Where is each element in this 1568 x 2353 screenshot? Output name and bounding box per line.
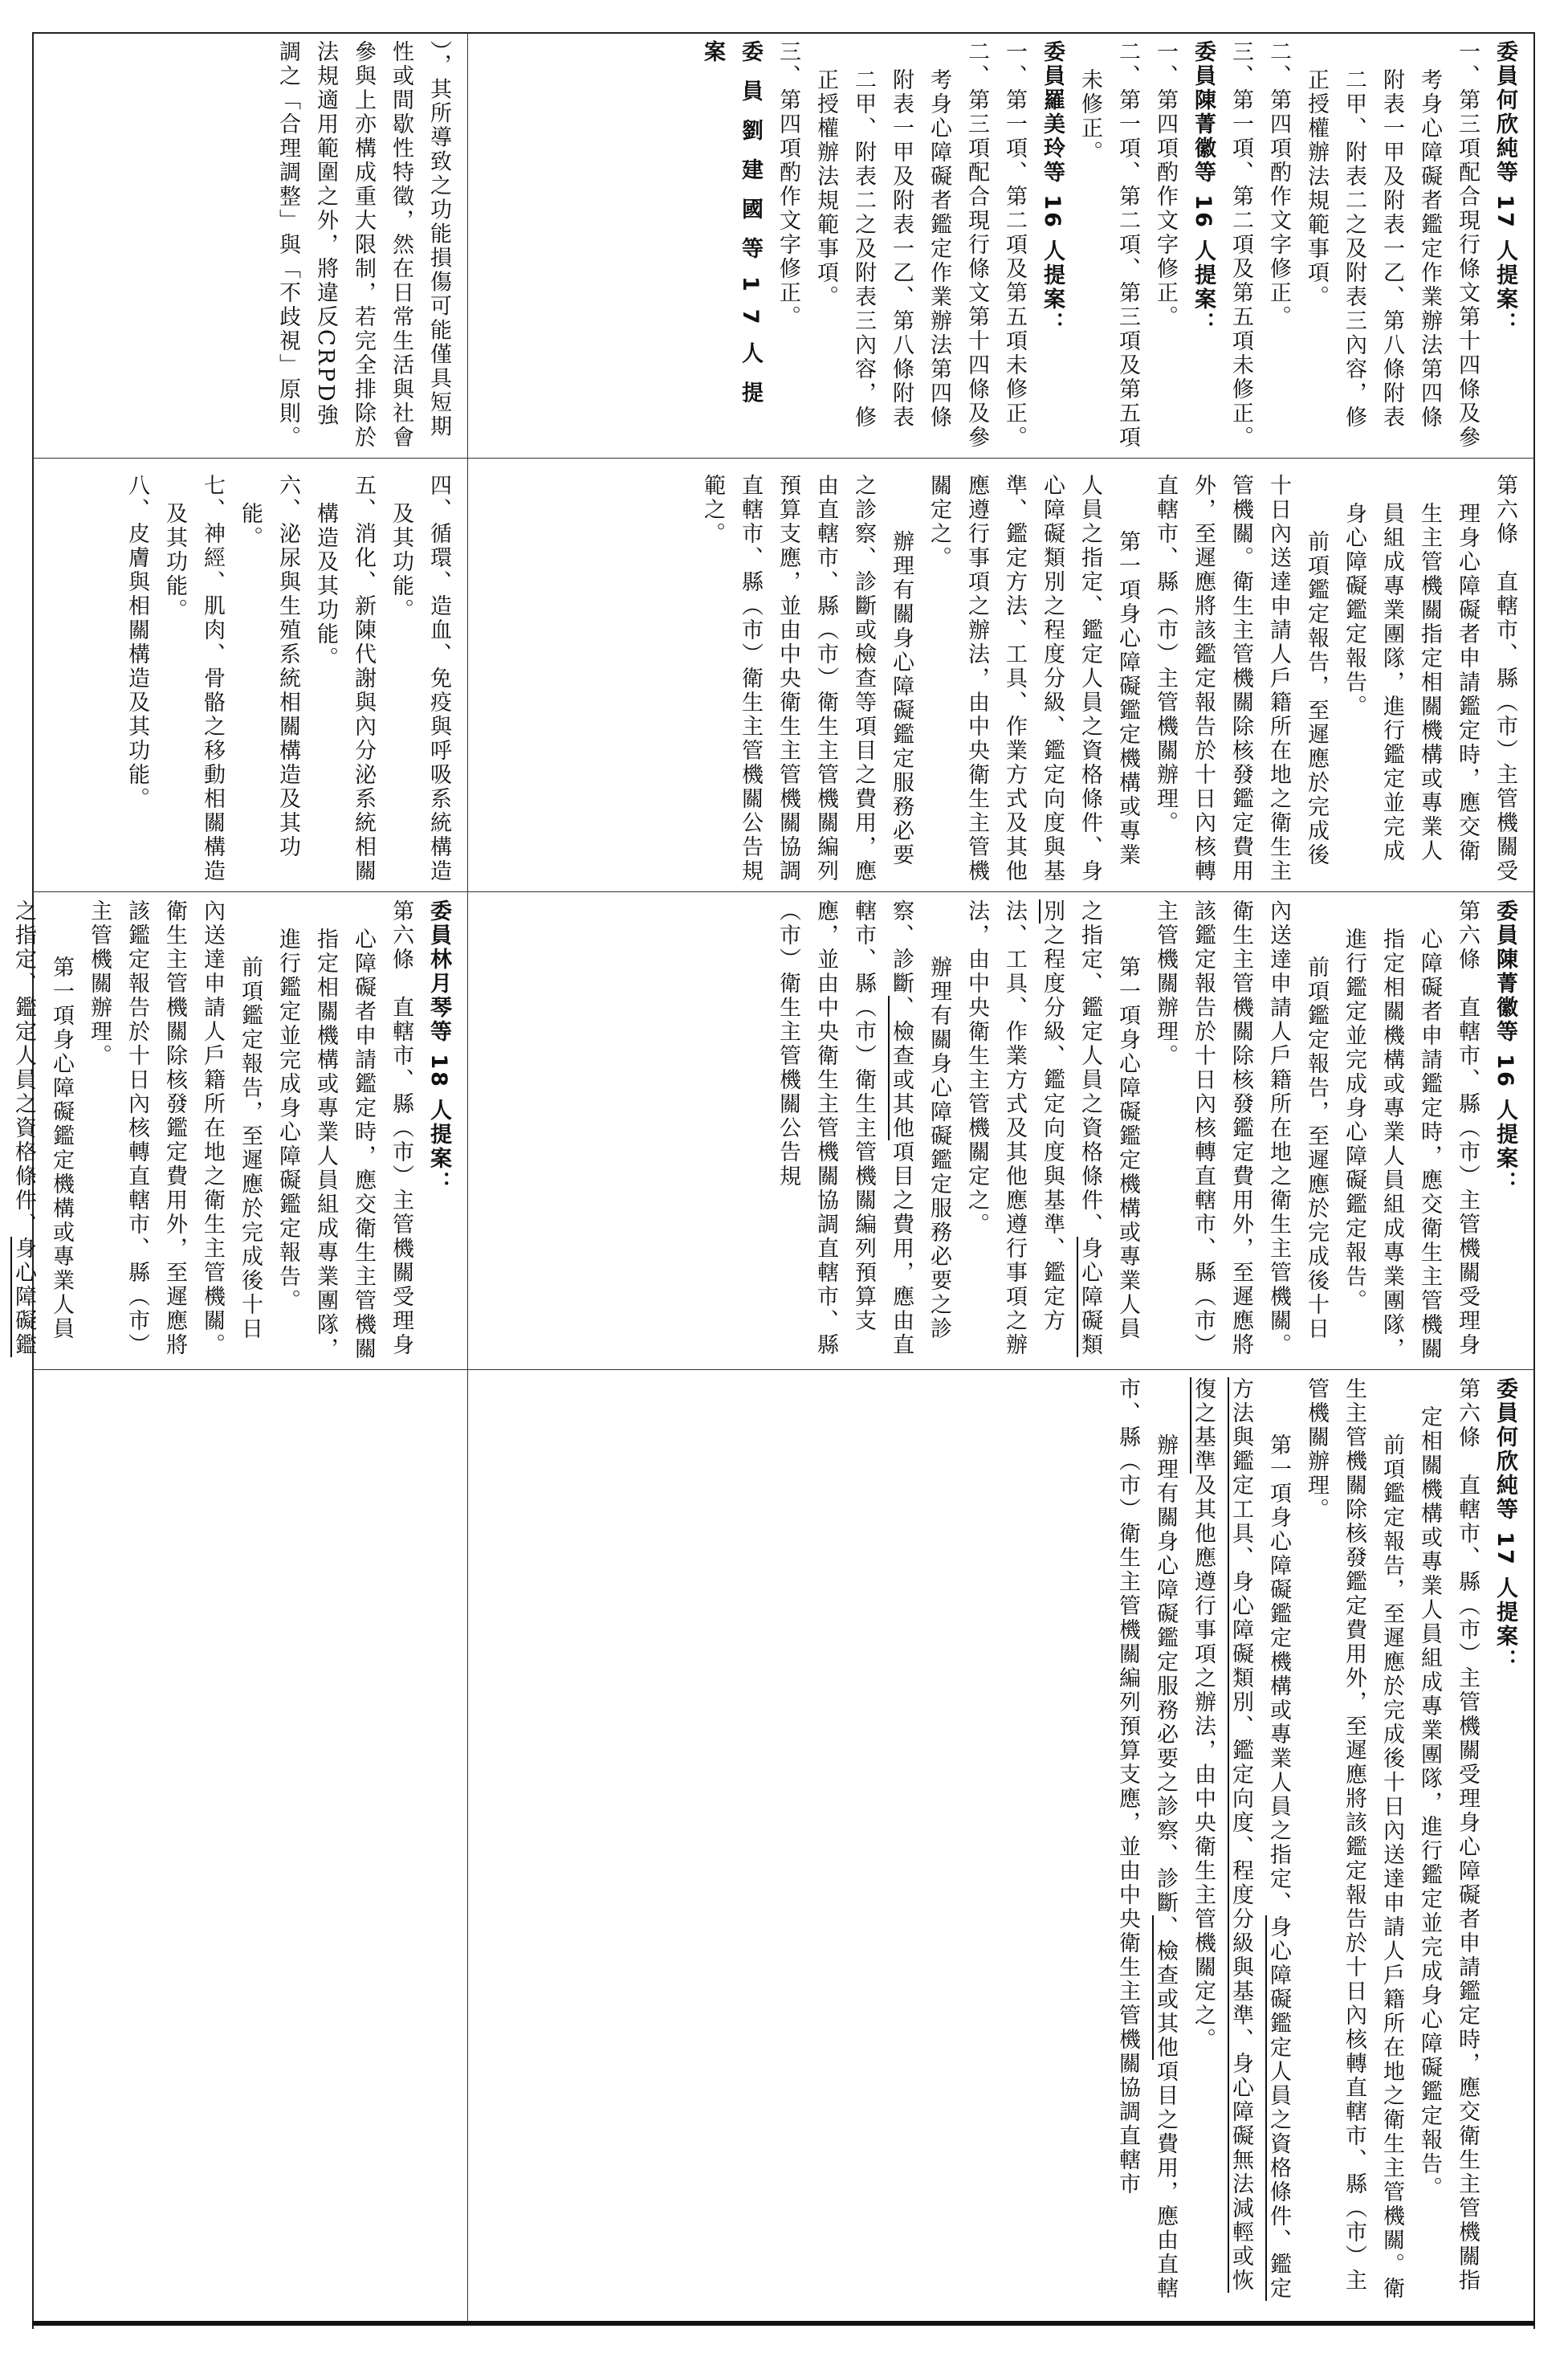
paragraph: [1184, 1377, 1297, 2313]
paragraph: [958, 899, 1146, 1365]
top-right-cell: [482, 40, 1524, 450]
top-left-cell: [48, 40, 458, 450]
list-item: 一、第一項、第二項及第五項未修正。: [1002, 40, 1027, 450]
paragraph: 前項鑑定報告，至遲應於完成後十日內送達申請人戶籍所在地之衛生主管機關。衛生主管機關除核發鑑定費用外，至遲應將該鑑定報告於十日內核轉直轄市、縣（市）主管機關辦理。: [87, 899, 263, 1357]
lower-left-empty-cell: [48, 1377, 458, 2313]
paragraph: 前項鑑定報告，至遲應於完成後十日內送達申請人戶籍所在地之衛生主管機關。衛生主管機關除核發鑑定費用外，至遲應將該鑑定報告於十日內核轉直轄市、縣（市）主管機關辦理。: [1153, 474, 1329, 883]
text-run: 之程度分級、鑑定向度與基準、鑑定方法、工具、作業方式及其他應遵行事項之辦法，由中央衛生主管機關定之。: [964, 899, 1065, 1357]
paragraph: ），其所導致之功能損傷可能僅具短期性或間歇性特徵，然在日常生活與社會參與上亦構成重大限制，若完全排除於法規適用範圍之外，將違反CRPD強調之「合理調整」與「不歧視」原則。: [275, 40, 451, 450]
lower-right-cell: [482, 1377, 1524, 2313]
list-item: 八、皮膚與相關構造及其功能。: [124, 474, 149, 811]
article-text: 第六條 直轄市、縣（市）主管機關受理身心障礙者申請鑑定時，應交衛生主管機關指定相關機構或專業人員組成專業團隊，進行鑑定並完成身心障礙鑑定報告。: [1342, 474, 1517, 883]
row-divider: [32, 458, 1535, 459]
list-item: 四、循環、造血、免疫與呼吸系統構造及其功能。: [389, 474, 451, 883]
paragraph: [0, 899, 80, 1365]
list-item: 一、第三項配合現行條文第十四條及參考身心障礙者鑑定作業辦法第四條附表一甲及附表一乙、第八條附表二甲、附表二之及附表三內容，修正授權辦法規範事項。: [1304, 40, 1480, 450]
list-item: 六、泌尿與生殖系統相關構造及其功能。: [238, 474, 300, 859]
list-item: 二、第一項、第二項、第三項及第五項未修正。: [1077, 40, 1140, 450]
text-run: 第一項身心障礙鑑定機構或專業人員之指定、鑑定人員之資格條件、: [1077, 899, 1140, 1342]
underlined-amendment: 身心障礙類別: [1040, 899, 1102, 1357]
bottom-left-cell: [11, 899, 458, 1365]
underlined-amendment: 、檢查或其他: [1153, 1915, 1178, 2061]
proposal-heading: 委員陳菁徽等 16 人提案：: [1493, 899, 1517, 1196]
middle-left-cell: [48, 474, 458, 883]
table-bottom-rule: [32, 2321, 1535, 2326]
underlined-amendment: 身心障礙鑑: [11, 1237, 36, 1357]
paragraph: 前項鑑定報告，至遲應於完成後十日內送達申請人戶籍所在地之衛生主管機關。衛生主管機關除核發鑑定費用外，至遲應將該鑑定報告於十日內核轉直轄市、縣（市）主管機關辦理。: [1304, 1377, 1404, 2302]
proposal-heading: 委員何欣純等 17 人提案：: [1493, 1377, 1517, 1674]
proposal-heading: 委員陳菁徽等 16 人提案：: [1191, 40, 1216, 336]
proposal-heading: 委員羅美玲等 16 人提案：: [1040, 40, 1065, 336]
underlined-amendment: 、檢查或其他: [889, 996, 914, 1140]
text-run: 及其他應遵行事項之辦法，由中央衛生主管機關定之。: [1191, 1474, 1216, 2052]
bottom-right-cell: [482, 899, 1524, 1365]
text-run: 辦理有關身心障礙鑑定服務必要之診察、診斷: [889, 899, 951, 1342]
text-run: 項目之費用，應由直轄市、縣（市）衛生主管機關編列預算支應，並由中央衛生主管機關協調直轄市、縣（市）衛生主管機關公告規: [776, 899, 914, 1357]
text-run: 第一項身心障礙鑑定機構或專業人員之指定、鑑定人員之資格條件、: [11, 899, 74, 1342]
text-run: 項目之費用，應由直轄市、縣（市）衛生主管機關編列預算支應，並由中央衛生主管機關協調直轄市: [1115, 1377, 1178, 2302]
row-divider: [32, 1369, 1535, 1370]
article-text: 第六條 直轄市、縣（市）主管機關受理身心障礙者申請鑑定時，應交衛生主管機關指定相關機構或專業人員組成專業團隊，進行鑑定並完成身心障礙鑑定報告。: [1417, 1377, 1480, 2293]
list-item: 七、神經、肌肉、骨骼之移動相關構造及其功能。: [162, 474, 225, 883]
list-item: 二、第三項配合現行條文第十四條及參考身心障礙者鑑定作業辦法第四條附表一甲及附表一乙、第八條附表二甲、附表二之及附表三內容，修正授權辦法規範事項。: [813, 40, 989, 450]
paragraph: 第一項身心障礙鑑定機構或專業人員之指定、鑑定人員之資格條件、身心障礙類別之程度分級、鑑定向度與基準、鑑定方法、工具、作業方式及其他應遵行事項之辦法，由中央衛生主管機關定之。: [927, 474, 1140, 883]
paragraph: [1109, 1377, 1184, 2313]
text-run: 第一項身心障礙鑑定機構或專業人員之指定、: [1266, 1433, 1291, 1916]
paragraph: 辦理有關身心障礙鑑定服務必要之診察、診斷或檢查等項目之費用，應由直轄市、縣（市）衛生主管機關編列預算支應，並由中央衛生主管機關協調直轄市、縣（市）衛生主管機關公告規範之。: [700, 474, 914, 883]
underlined-amendment: 身心障礙鑑定人員之資格條件、鑑定方法與鑑定工具、身心障礙類別、鑑定向度、程度分級與基準、身心障礙無法減輕或恢復之基準: [1191, 1377, 1291, 2302]
paragraph: [769, 899, 958, 1365]
list-item: 五、消化、新陳代謝與內分泌系統相關構造及其功能。: [313, 474, 376, 883]
list-item: 三、第一項、第二項及第五項未修正。: [1228, 40, 1253, 450]
text-run: 辦理有關身心障礙鑑定服務必要之診察、診斷: [1153, 1433, 1178, 1916]
list-item: 二、第四項酌作文字修正。: [1266, 40, 1291, 329]
proposal-heading: 委員林月琴等 18 人提案：: [426, 899, 451, 1196]
paragraph: 前項鑑定報告，至遲應於完成後十日內送達申請人戶籍所在地之衛生主管機關。衛生主管機關除核發鑑定費用外，至遲應將該鑑定報告於十日內核轉直轄市、縣（市）主管機關辦理。: [1153, 899, 1329, 1357]
column-divider: [467, 32, 468, 2321]
list-item: 一、第四項酌作文字修正。: [1153, 40, 1178, 329]
middle-right-cell: [482, 474, 1524, 883]
proposal-heading: 委員何欣純等 17 人提案：: [1493, 40, 1517, 336]
article-text: 第六條 直轄市、縣（市）主管機關受理身心障礙者申請鑑定時，應交衛生主管機關指定相關機構或專業人員組成專業團隊，進行鑑定並完成身心障礙鑑定報告。: [1342, 899, 1480, 1362]
article-text: 第六條 直轄市、縣（市）主管機關受理身心障礙者申請鑑定時，應交衛生主管機關指定相關機構或專業人員組成專業團隊，進行鑑定並完成身心障礙鑑定報告。: [275, 899, 413, 1362]
list-item: 三、第四項酌作文字修正。: [776, 40, 800, 329]
row-divider: [32, 891, 1535, 892]
proposal-heading: 委員劉建國等17人提案: [700, 40, 763, 421]
